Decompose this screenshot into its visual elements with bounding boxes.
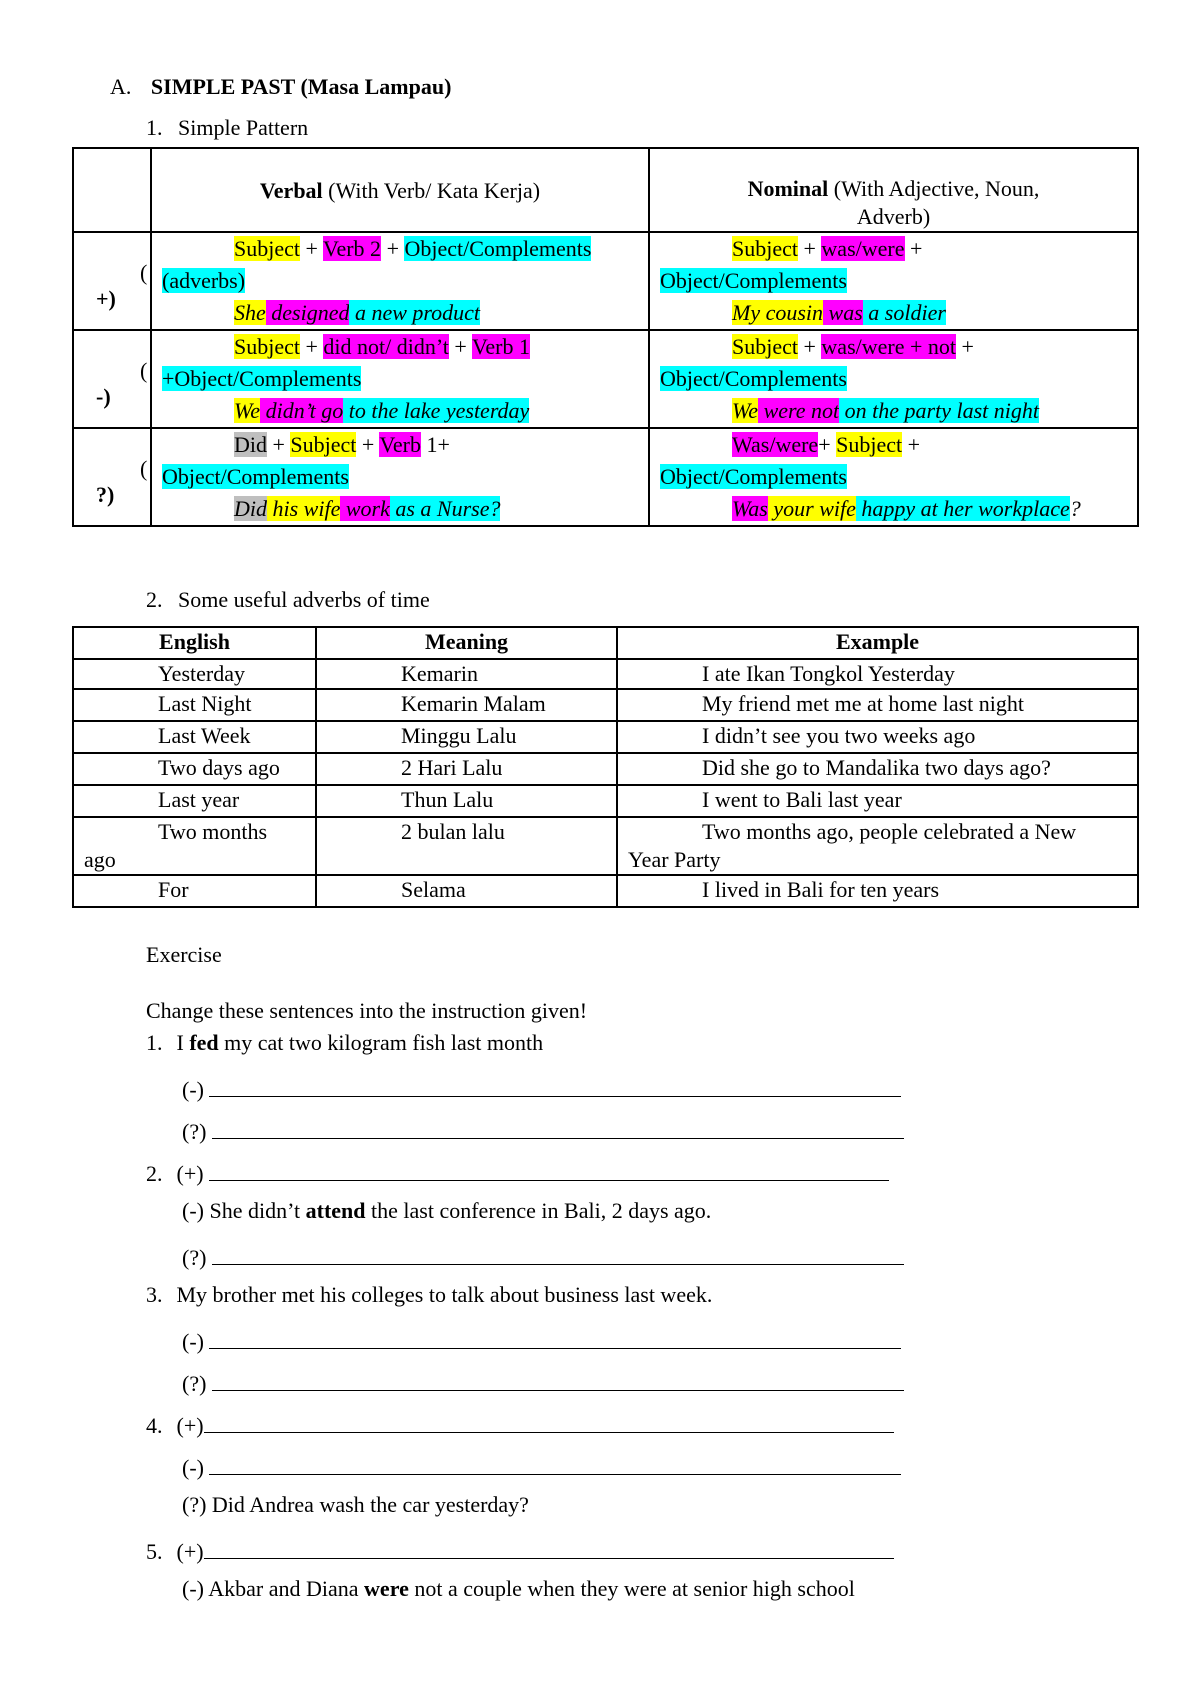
col-header-example: Example	[617, 627, 1138, 659]
table-row: Yesterday Kemarin I ate Ikan Tongkol Yesterday	[73, 659, 1138, 689]
nominal-cell: Subject + was/were + not + Object/Complements We were not on the party last night	[649, 330, 1138, 428]
table-row: Two months ago 2 bulan lalu Two months ago, people celebrated a New Year Party	[73, 817, 1138, 875]
exercise-item-2-negative: (-) She didn’t attend the last conference in Bali, 2 days ago.	[182, 1198, 712, 1223]
table-row: Last year Thun Lalu I went to Bali last year	[73, 785, 1138, 817]
verbal-cell: Subject + did not/ didn’t + Verb 1 +Object/Complements We didn’t go to the lake yesterday	[151, 330, 649, 428]
nominal-header: Nominal (With Adjective, Noun, Adverb)	[649, 148, 1138, 232]
pattern-row-question	[73, 428, 1138, 526]
exercise-item-1: 1. I fed my cat two kilogram fish last month	[146, 1030, 544, 1055]
table-row: Last Week Minggu Lalu I didn’t see you two weeks ago	[73, 721, 1138, 753]
pattern-row-negative	[73, 330, 1138, 428]
answer-line[interactable]: (?)	[182, 1114, 904, 1145]
adverbs-of-time-table	[72, 626, 1139, 908]
section-heading	[110, 74, 451, 100]
sign-cell: ( ?)	[73, 428, 151, 526]
pattern-row-positive	[73, 232, 1138, 330]
subsection-2-title: 2. Some useful adverbs of time	[146, 587, 430, 612]
table-row: Two days ago 2 Hari Lalu Did she go to Mandalika two days ago?	[73, 753, 1138, 785]
verbal-cell: Subject + Verb 2 + Object/Complements (adverbs) She designed a new product	[151, 232, 649, 330]
heading-letter: A.	[110, 74, 132, 99]
sign-cell: ( +)	[73, 232, 151, 330]
table-row: For Selama I lived in Bali for ten years	[73, 875, 1138, 907]
answer-line[interactable]: (-)	[182, 1324, 901, 1355]
table-header-row	[73, 627, 1138, 659]
answer-line[interactable]: (?)	[182, 1240, 904, 1271]
exercise-item-5[interactable]: 5. (+)	[146, 1534, 894, 1565]
nominal-cell: Was/were+ Subject + Object/Complements Was your wife happy at her workplace?	[649, 428, 1138, 526]
sign-cell: ( -)	[73, 330, 151, 428]
exercise-instruction: Change these sentences into the instruction given!	[146, 998, 588, 1023]
table-row: Last Night Kemarin Malam My friend met me at home last night	[73, 689, 1138, 721]
col-header-english: English	[73, 627, 316, 659]
exercise-item-2[interactable]: 2. (+)	[146, 1156, 889, 1187]
subsection-1-title: 1. Simple Pattern	[146, 115, 309, 140]
exercise-item-4[interactable]: 4. (+)	[146, 1408, 894, 1439]
exercise-item-3: 3. My brother met his colleges to talk about business last week.	[146, 1282, 713, 1307]
heading-title: SIMPLE PAST (Masa Lampau)	[150, 74, 452, 99]
simple-pattern-table	[72, 147, 1139, 527]
pattern-corner-cell	[73, 148, 151, 232]
pattern-header-row	[73, 148, 1138, 232]
answer-line[interactable]: (?)	[182, 1366, 904, 1397]
col-header-meaning: Meaning	[316, 627, 617, 659]
verbal-header: Verbal (With Verb/ Kata Kerja)	[151, 148, 649, 232]
exercise-item-4-question: (?) Did Andrea wash the car yesterday?	[182, 1492, 529, 1517]
exercise-title: Exercise	[146, 942, 222, 967]
answer-line[interactable]: (-)	[182, 1072, 901, 1103]
answer-line[interactable]: (-)	[182, 1450, 901, 1481]
nominal-cell: Subject + was/were + Object/Complements My cousin was a soldier	[649, 232, 1138, 330]
exercise-item-5-negative: (-) Akbar and Diana were not a couple when they were at senior high school	[182, 1576, 855, 1601]
verbal-cell: Did + Subject + Verb 1+ Object/Complements Did his wife work as a Nurse?	[151, 428, 649, 526]
